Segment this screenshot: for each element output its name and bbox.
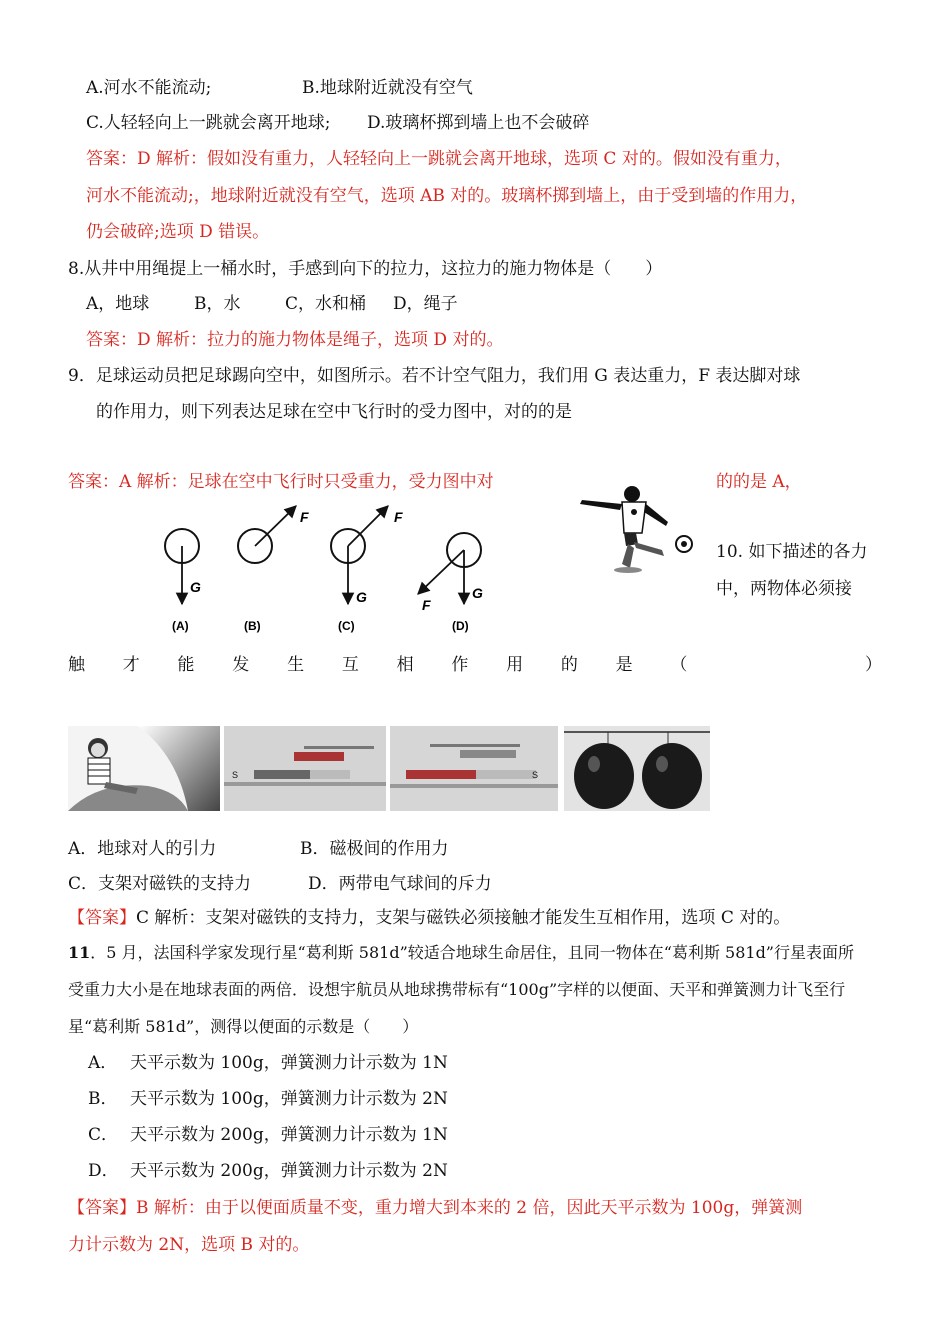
q8-option-d: D，绳子 xyxy=(393,294,458,314)
g-label-d: G xyxy=(472,585,483,601)
q7-answer-line1: 答案：D 解析：假如没有重力，人轻轻向上一跳就会离开地球，选项 C 对的。假如没有重力， xyxy=(86,149,792,169)
diagram-d xyxy=(418,533,483,633)
photo-person-on-earth xyxy=(68,726,220,811)
label-c: (C) xyxy=(338,619,355,633)
q7-answer-line2: 河水不能流动;，地球附近就没有空气，选项 AB 对的。玻璃杯掷到墙上，由于受到墙的作用力， xyxy=(86,186,808,206)
diagram-a xyxy=(165,529,201,633)
q11-answer-tag: 【答案】 xyxy=(68,1198,136,1218)
force-arrow-d xyxy=(418,550,464,594)
f-label-d: F xyxy=(422,597,431,613)
q11-stem-line3: 星“葛利斯 581d”，测得以便面的示数是（ ） xyxy=(68,1017,419,1036)
q7-answer-line3: 仍会破碎;选项 D 错误。 xyxy=(86,222,270,242)
q8-option-b: B，水 xyxy=(194,294,241,314)
magnet-s-label-2: S xyxy=(532,770,539,780)
f-label-c: F xyxy=(394,509,403,525)
q7-option-d: D.玻璃杯掷到墙上也不会破碎 xyxy=(367,113,590,133)
label-b: (B) xyxy=(244,619,261,633)
q10-option-c: C．支架对磁铁的支持力 xyxy=(68,874,252,894)
photo-magnets-1 xyxy=(224,726,386,811)
q7-option-a: A.河水不能流动; xyxy=(86,78,212,98)
q11-answer-line2: 力计示数为 2N，选项 B 对的。 xyxy=(68,1235,310,1255)
g-label-a: G xyxy=(190,579,201,595)
q10-stem-part1: 10. 如下描述的各力 xyxy=(716,542,868,562)
q10-option-a: A．地球对人的引力 xyxy=(68,839,217,859)
q10-answer-tag: 【答案】 xyxy=(68,908,136,928)
q11-option-b: B． 天平示数为 100g，弹簧测力计示数为 2N xyxy=(88,1089,448,1109)
force-arrow-c xyxy=(348,506,388,546)
magnet-s-label-1: S xyxy=(232,770,239,780)
q8-stem: 8.从井中用绳提上一桶水时，手感到向下的拉力，这拉力的施力物体是（ ） xyxy=(68,259,663,279)
q11-option-d: D． 天平示数为 200g，弹簧测力计示数为 2N xyxy=(88,1161,448,1181)
q9-stem-line2: 的作用力，则下列表达足球在空中飞行时的受力图中，对的的是 xyxy=(96,402,572,422)
g-label-c: G xyxy=(356,589,367,605)
q8-answer: 答案：D 解析：拉力的施力物体是绳子，选项 D 对的。 xyxy=(86,330,504,350)
q9-answer-part1: 答案：A 解析：足球在空中飞行时只受重力，受力图中对 xyxy=(68,472,494,492)
photo-charged-balloons xyxy=(564,726,710,811)
label-d: (D) xyxy=(452,619,469,633)
q9-answer-part2: 的的是 A， xyxy=(716,472,802,492)
force-diagrams xyxy=(150,500,510,640)
q8-option-a: A，地球 xyxy=(86,294,150,314)
q9-stem-line1: 9．足球运动员把足球踢向空中，如图所示。若不计空气阻力，我们用 G 表达重力，F 表达脚对球 xyxy=(68,366,801,386)
label-a: (A) xyxy=(172,619,189,633)
q10-answer-text: C 解析：支架对磁铁的支持力，支架与磁铁必须接触才能发生互相作用，选项 C 对的。 xyxy=(136,908,791,928)
q11-number: 11 xyxy=(68,943,91,962)
q11-answer-line1: 【答案】B 解析：由于以便面质量不变，重力增大到本来的 2 倍，因此天平示数为 100g，弹簧测 xyxy=(68,1198,803,1218)
q7-option-c: C.人轻轻向上一跳就会离开地球; xyxy=(86,113,331,133)
football-player-illustration xyxy=(572,478,702,578)
q11-option-a: A． 天平示数为 100g，弹簧测力计示数为 1N xyxy=(88,1053,448,1073)
diagram-b xyxy=(238,506,309,633)
q10-stem-part3: 触 才 能 发 生 互 相 作 用 的 是 （ ） xyxy=(68,655,882,675)
diagram-c xyxy=(331,506,403,633)
q11-stem-line1: 11．5 月，法国科学家发现行星“葛利斯 581d”较适合地球生命居住，且同一物体在“葛利斯 581d”行星表面所 xyxy=(68,943,854,962)
q11-stem-line2: 受重力大小是在地球表面的两倍．设想宇航员从地球携带标有“100g”字样的以便面、天平和弹簧测力计飞至行 xyxy=(68,980,846,999)
q10-option-b: B．磁极间的作用力 xyxy=(300,839,449,859)
q11-option-c: C． 天平示数为 200g，弹簧测力计示数为 1N xyxy=(88,1125,448,1145)
q10-option-d: D．两带电气球间的斥力 xyxy=(308,874,492,894)
force-arrow-b xyxy=(255,506,296,546)
photo-magnets-2 xyxy=(390,726,558,811)
q10-stem-part2: 中，两物体必须接 xyxy=(716,579,852,599)
q8-option-c: C，水和桶 xyxy=(285,294,367,314)
f-label-b: F xyxy=(300,509,309,525)
q7-option-b: B.地球附近就没有空气 xyxy=(302,78,473,98)
q10-answer xyxy=(68,907,790,929)
